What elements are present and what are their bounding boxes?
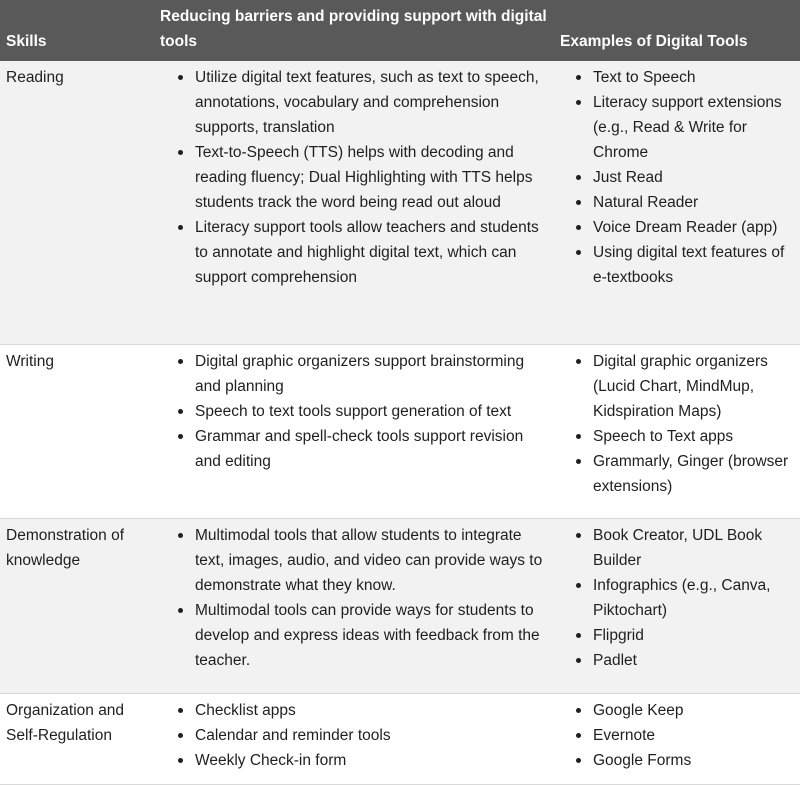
tools-cell — [553, 518, 800, 693]
list-item: Literacy support extensions (e.g., Read & Write for Chrome — [593, 90, 794, 165]
list-item: Using digital text features of e-textbooks — [593, 240, 794, 290]
list-item: Digital graphic organizers support brainstorming and planning — [195, 349, 547, 399]
list-item: Voice Dream Reader (app) — [593, 215, 794, 240]
table-row-demonstration — [0, 518, 800, 693]
supports-list — [160, 65, 547, 290]
list-item: Text to Speech — [593, 65, 794, 90]
header-skills: Skills — [6, 33, 47, 50]
list-item: Grammar and spell-check tools support revision and editing — [195, 424, 547, 474]
list-item: Literacy support tools allow teachers and students to annotate and highlight digital text, which can support comprehension — [195, 215, 547, 290]
tools-list — [559, 65, 794, 290]
list-item: Flipgrid — [593, 623, 794, 648]
supports-list — [160, 698, 547, 773]
list-item: Checklist apps — [195, 698, 547, 723]
supports-cell — [154, 518, 553, 693]
header-tools: Examples of Digital Tools — [560, 33, 748, 50]
tools-cell — [553, 693, 800, 784]
header-row — [0, 0, 800, 61]
skill-cell: Writing — [0, 344, 154, 518]
skill-cell: Reading — [0, 61, 154, 344]
table-header — [0, 0, 800, 61]
list-item: Natural Reader — [593, 190, 794, 215]
header-supports: Reducing barriers and providing support with digital tools — [160, 8, 547, 50]
tools-list — [559, 523, 794, 673]
tools-list — [559, 698, 794, 773]
list-item: Calendar and reminder tools — [195, 723, 547, 748]
skill-cell: Demonstration of knowledge — [0, 518, 154, 693]
list-item: Infographics (e.g., Canva, Piktochart) — [593, 573, 794, 623]
list-item: Text-to-Speech (TTS) helps with decoding and reading fluency; Dual Highlighting with TTS helps students track the word being read out aloud — [195, 140, 547, 215]
tools-cell — [553, 344, 800, 518]
table-body — [0, 61, 800, 784]
tools-cell — [553, 61, 800, 344]
list-item: Digital graphic organizers (Lucid Chart, MindMup, Kidspiration Maps) — [593, 349, 794, 424]
table-row-reading — [0, 61, 800, 344]
tools-list — [559, 349, 794, 499]
list-item: Utilize digital text features, such as text to speech, annotations, vocabulary and comprehension supports, translation — [195, 65, 547, 140]
list-item: Multimodal tools can provide ways for students to develop and express ideas with feedback from the teacher. — [195, 598, 547, 673]
supports-cell — [154, 344, 553, 518]
list-item: Book Creator, UDL Book Builder — [593, 523, 794, 573]
list-item: Speech to Text apps — [593, 424, 794, 449]
list-item: Google Keep — [593, 698, 794, 723]
list-item: Evernote — [593, 723, 794, 748]
supports-cell — [154, 61, 553, 344]
list-item: Multimodal tools that allow students to integrate text, images, audio, and video can provide ways to demonstrate what they know. — [195, 523, 547, 598]
list-item: Padlet — [593, 648, 794, 673]
list-item: Just Read — [593, 165, 794, 190]
supports-list — [160, 523, 547, 673]
skill-cell: Organization and Self-Regulation — [0, 693, 154, 784]
list-item: Google Forms — [593, 748, 794, 773]
supports-list — [160, 349, 547, 474]
list-item: Speech to text tools support generation of text — [195, 399, 547, 424]
list-item: Weekly Check-in form — [195, 748, 547, 773]
table-row-organization — [0, 693, 800, 784]
supports-cell — [154, 693, 553, 784]
list-item: Grammarly, Ginger (browser extensions) — [593, 449, 794, 499]
table-row-writing — [0, 344, 800, 518]
